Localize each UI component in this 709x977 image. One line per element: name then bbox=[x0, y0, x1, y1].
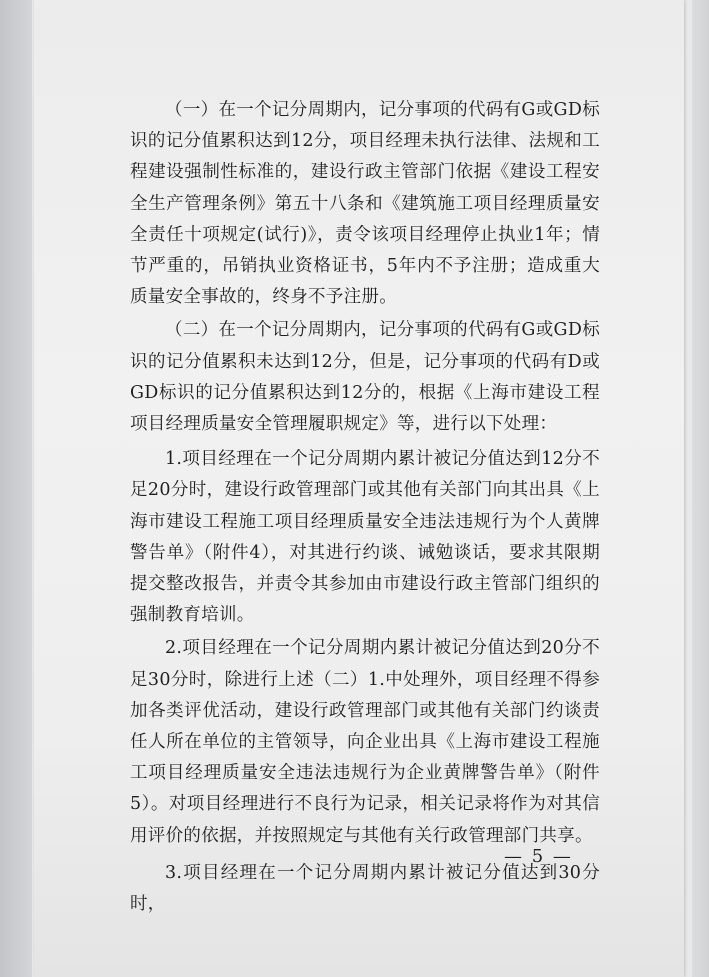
page-number: — 5 — bbox=[504, 846, 573, 867]
paragraph-3: 1.项目经理在一个记分周期内累计被记分值达到12分不足20分时，建设行政管理部门或其他有关部门向其出具《上海市建设工程施工项目经理质量安全违法违规行为个人黄牌警告单》（附件4），对其进行约谈、诫勉谈话，要求其限期提交整改报告，并责令其参加由市建设行政主管部门组织的强制教育培训。 bbox=[130, 449, 600, 626]
paragraph-2: （二）在一个记分周期内，记分事项的代码有G或GD标识的记分值累积未达到12分，但是，记分事项的代码有D或GD标识的记分值累积达到12分的，根据《上海市建设工程项目经理质量安全管理履职规定》等，进行以下处理： bbox=[130, 320, 600, 435]
document-body bbox=[130, 95, 600, 920]
paragraph-5: 3.项目经理在一个记分周期内累计被记分值达到30分时， bbox=[130, 862, 600, 915]
document-page bbox=[34, 0, 684, 977]
paragraph-1: （一）在一个记分周期内，记分事项的代码有G或GD标识的记分值累积达到12分，项目经理未执行法律、法规和工程建设强制性标准的，建设行政主管部门依据《建设工程安全生产管理条例》第五十八条和《建筑施工项目经理质量安全责任十项规定(试行)》，责令该项目经理停止执业1年；情节严重的，吊销执业资格证书，5年内不予注册；造成重大质量安全事故的，终身不予注册。 bbox=[130, 100, 600, 308]
paragraph-4: 2.项目经理在一个记分周期内累计被记分值达到20分不足30分时，除进行上述（二）1.中处理外，项目经理不得参加各类评优活动，建设行政管理部门或其他有关部门约谈责任人所在单位的主管领导，向企业出具《上海市建设工程施工项目经理质量安全违法违规行为企业黄牌警告单》（附件5）。对项目经理进行不良行为记录，相关记录将作为对其信用评价的依据，并按照规定与其他有关行政管理部门共享。 bbox=[130, 638, 600, 846]
